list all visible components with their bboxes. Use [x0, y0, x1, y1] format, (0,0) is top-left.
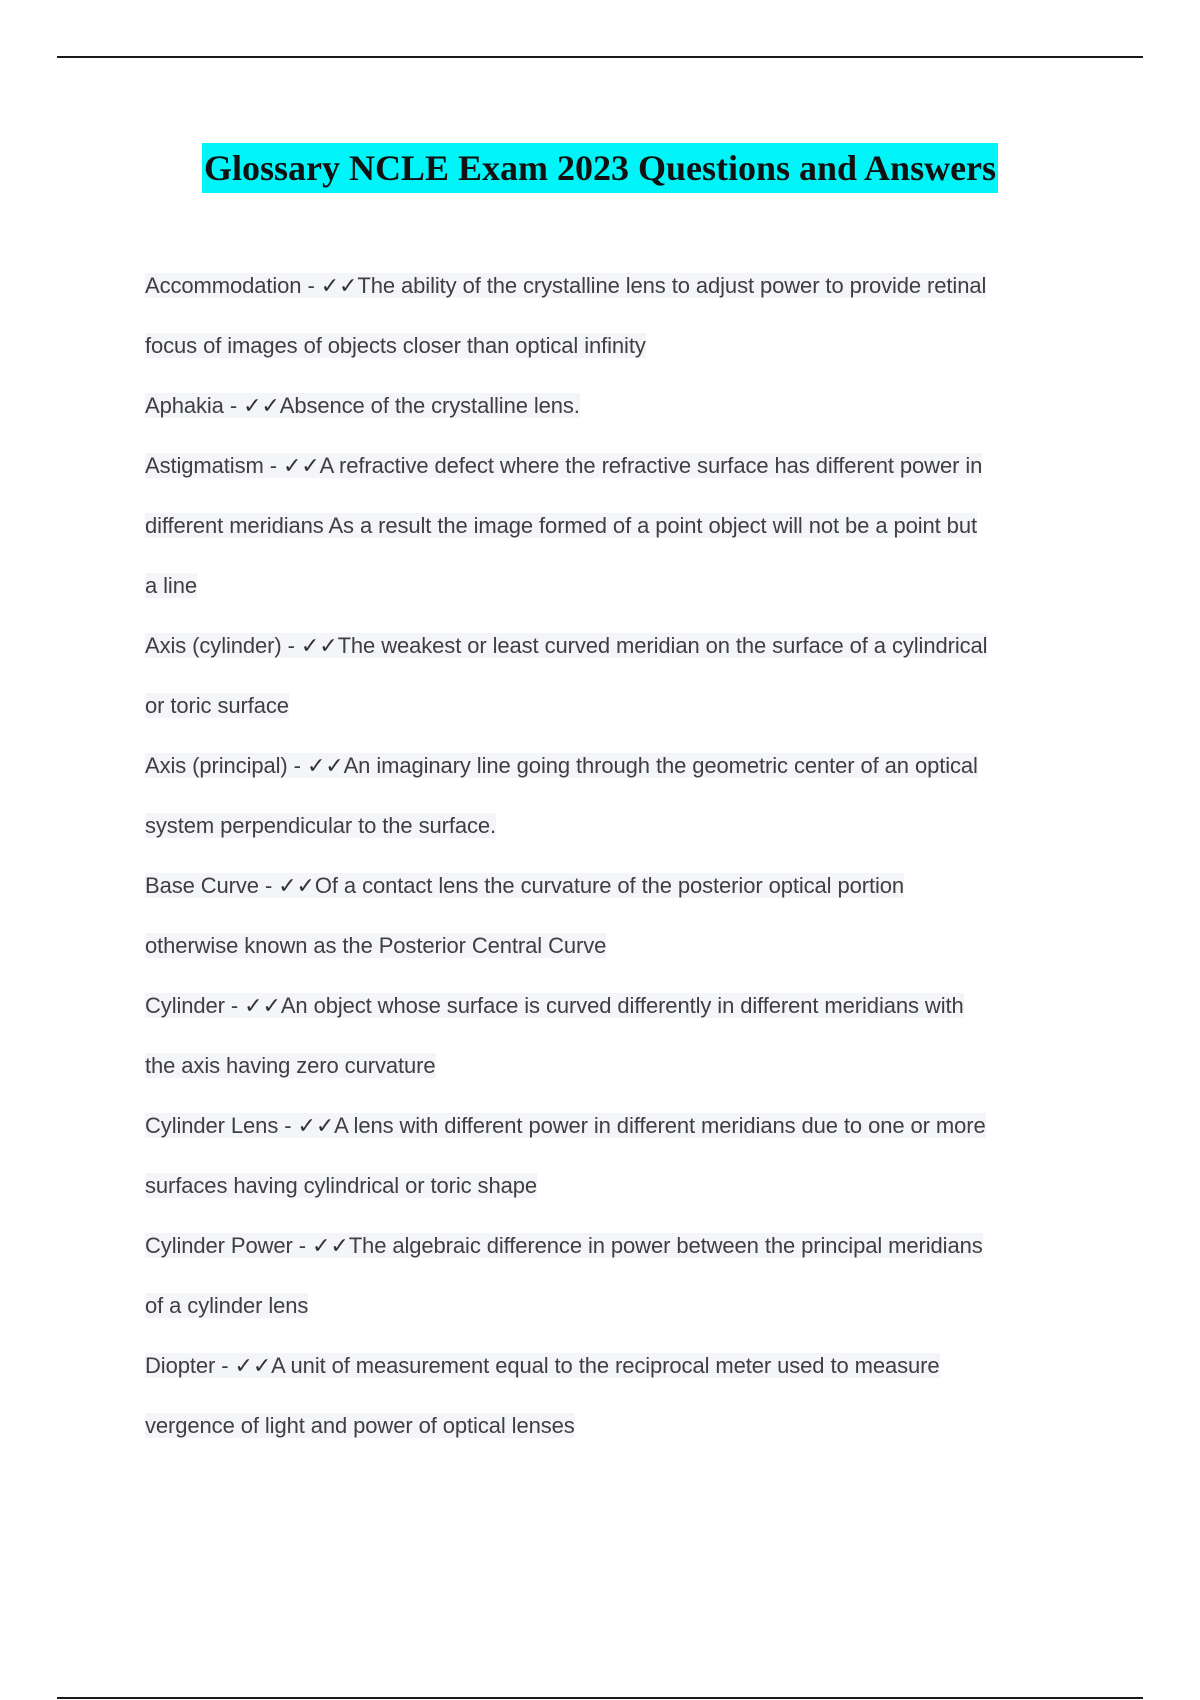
glossary-entry-text: Axis (cylinder) - ✓✓The weakest or least curved meridian on the surface of a cylindrical: [145, 633, 988, 658]
glossary-definition: of a cylinder lens: [145, 1293, 309, 1318]
glossary-definition: The algebraic difference in power between the principal meridians: [348, 1233, 983, 1258]
glossary-entry-text: [145, 813, 496, 838]
glossary-term: Aphakia: [145, 393, 224, 418]
glossary-entry-text: Axis (principal) - ✓✓An imaginary line going through the geometric center of an optical: [145, 753, 978, 778]
glossary-entry-line: [145, 1350, 1085, 1410]
glossary-term: Diopter: [145, 1353, 216, 1378]
glossary-entry-line: [145, 870, 1085, 930]
glossary-term: Axis (principal): [145, 753, 288, 778]
glossary-entry-line: [145, 630, 1085, 690]
glossary-entry-text: [145, 1053, 436, 1078]
glossary-definition: system perpendicular to the surface.: [145, 813, 497, 838]
glossary-entry-line: [145, 450, 1085, 510]
glossary-entry-line: [145, 510, 1085, 570]
page-title: Glossary NCLE Exam 2023 Questions and Answers: [202, 143, 998, 193]
glossary-entry-line: [145, 570, 1085, 630]
glossary-list: [145, 270, 1085, 1470]
glossary-entry-text: Cylinder Lens - ✓✓A lens with different power in different meridians due to one or more: [145, 1113, 986, 1138]
glossary-entry-text: [145, 1173, 537, 1198]
glossary-entry-text: Aphakia - ✓✓Absence of the crystalline lens.: [145, 393, 580, 418]
glossary-definition: A refractive defect where the refractive surface has different power in: [319, 453, 983, 478]
glossary-entry-text: Astigmatism - ✓✓A refractive defect where the refractive surface has different power in: [145, 453, 983, 478]
glossary-term: Accommodation: [145, 273, 302, 298]
glossary-definition: A unit of measurement equal to the reciprocal meter used to measure: [271, 1353, 940, 1378]
checkmark-icon: ✓✓: [300, 633, 338, 658]
glossary-entry: [145, 630, 1085, 750]
glossary-definition: the axis having zero curvature: [145, 1053, 436, 1078]
glossary-entry: [145, 990, 1085, 1110]
glossary-definition: vergence of light and power of optical lenses: [145, 1413, 575, 1438]
glossary-entry-line: [145, 1230, 1085, 1290]
glossary-entry-line: [145, 390, 1085, 450]
glossary-entry: [145, 1230, 1085, 1350]
glossary-entry-line: [145, 750, 1085, 810]
glossary-definition: The weakest or least curved meridian on the surface of a cylindrical: [337, 633, 988, 658]
glossary-entry: [145, 1350, 1085, 1470]
checkmark-icon: ✓✓: [234, 1353, 272, 1378]
glossary-term: Base Curve: [145, 873, 259, 898]
glossary-definition: A lens with different power in different meridians due to one or more: [334, 1113, 986, 1138]
glossary-entry-text: [145, 693, 289, 718]
glossary-entry: [145, 390, 1085, 450]
glossary-entry-line: [145, 810, 1085, 870]
title-container: [0, 143, 1200, 193]
glossary-entry-text: Base Curve - ✓✓Of a contact lens the curvature of the posterior optical portion: [145, 873, 905, 898]
glossary-definition: otherwise known as the Posterior Central Curve: [145, 933, 607, 958]
top-rule: [57, 56, 1143, 58]
glossary-entry-text: Accommodation - ✓✓The ability of the crystalline lens to adjust power to provide retinal: [145, 273, 987, 298]
glossary-entry-line: [145, 1050, 1085, 1110]
glossary-definition: or toric surface: [145, 693, 289, 718]
glossary-entry-line: [145, 330, 1085, 390]
glossary-entry-text: [145, 1293, 308, 1318]
checkmark-icon: ✓✓: [306, 753, 344, 778]
glossary-entry-line: [145, 690, 1085, 750]
glossary-term: Axis (cylinder): [145, 633, 282, 658]
glossary-entry-text: [145, 513, 977, 538]
checkmark-icon: ✓✓: [320, 273, 358, 298]
glossary-entry-line: [145, 1110, 1085, 1170]
glossary-entry: [145, 750, 1085, 870]
bottom-rule: [57, 1697, 1143, 1699]
glossary-entry-text: [145, 933, 606, 958]
glossary-definition: Absence of the crystalline lens.: [279, 393, 580, 418]
glossary-entry-line: [145, 1290, 1085, 1350]
glossary-entry: [145, 270, 1085, 390]
checkmark-icon: ✓✓: [244, 993, 281, 1018]
checkmark-icon: ✓✓: [282, 453, 320, 478]
checkmark-icon: ✓✓: [312, 1233, 349, 1258]
glossary-entry: [145, 1110, 1085, 1230]
glossary-entry-text: Cylinder Power - ✓✓The algebraic difference in power between the principal meridians: [145, 1233, 983, 1258]
glossary-entry-text: Cylinder - ✓✓An object whose surface is curved differently in different meridians with: [145, 993, 964, 1018]
glossary-entry-text: [145, 1413, 575, 1438]
glossary-entry-line: [145, 930, 1085, 990]
glossary-definition: An imaginary line going through the geometric center of an optical: [343, 753, 978, 778]
glossary-entry: [145, 870, 1085, 990]
glossary-entry-line: [145, 1410, 1085, 1470]
glossary-definition: different meridians As a result the image formed of a point object will not be a point but: [145, 513, 977, 538]
glossary-entry-line: [145, 990, 1085, 1050]
glossary-entry: [145, 450, 1085, 630]
glossary-definition: focus of images of objects closer than optical infinity: [145, 333, 646, 358]
glossary-entry-text: Diopter - ✓✓A unit of measurement equal to the reciprocal meter used to measure: [145, 1353, 940, 1378]
glossary-definition: The ability of the crystalline lens to adjust power to provide retinal: [357, 273, 987, 298]
glossary-definition: An object whose surface is curved differently in different meridians with: [280, 993, 964, 1018]
glossary-definition: surfaces having cylindrical or toric shape: [145, 1173, 537, 1198]
glossary-definition: a line: [145, 573, 197, 598]
checkmark-icon: ✓✓: [243, 393, 280, 418]
glossary-definition: Of a contact lens the curvature of the posterior optical portion: [314, 873, 905, 898]
checkmark-icon: ✓✓: [278, 873, 315, 898]
glossary-entry-text: [145, 573, 197, 598]
glossary-entry-line: [145, 1170, 1085, 1230]
glossary-entry-line: [145, 270, 1085, 330]
glossary-term: Astigmatism: [145, 453, 264, 478]
checkmark-icon: ✓✓: [297, 1113, 335, 1138]
glossary-term: Cylinder: [145, 993, 225, 1018]
glossary-term: Cylinder Lens: [145, 1113, 279, 1138]
glossary-entry-text: [145, 333, 646, 358]
glossary-term: Cylinder Power: [145, 1233, 293, 1258]
